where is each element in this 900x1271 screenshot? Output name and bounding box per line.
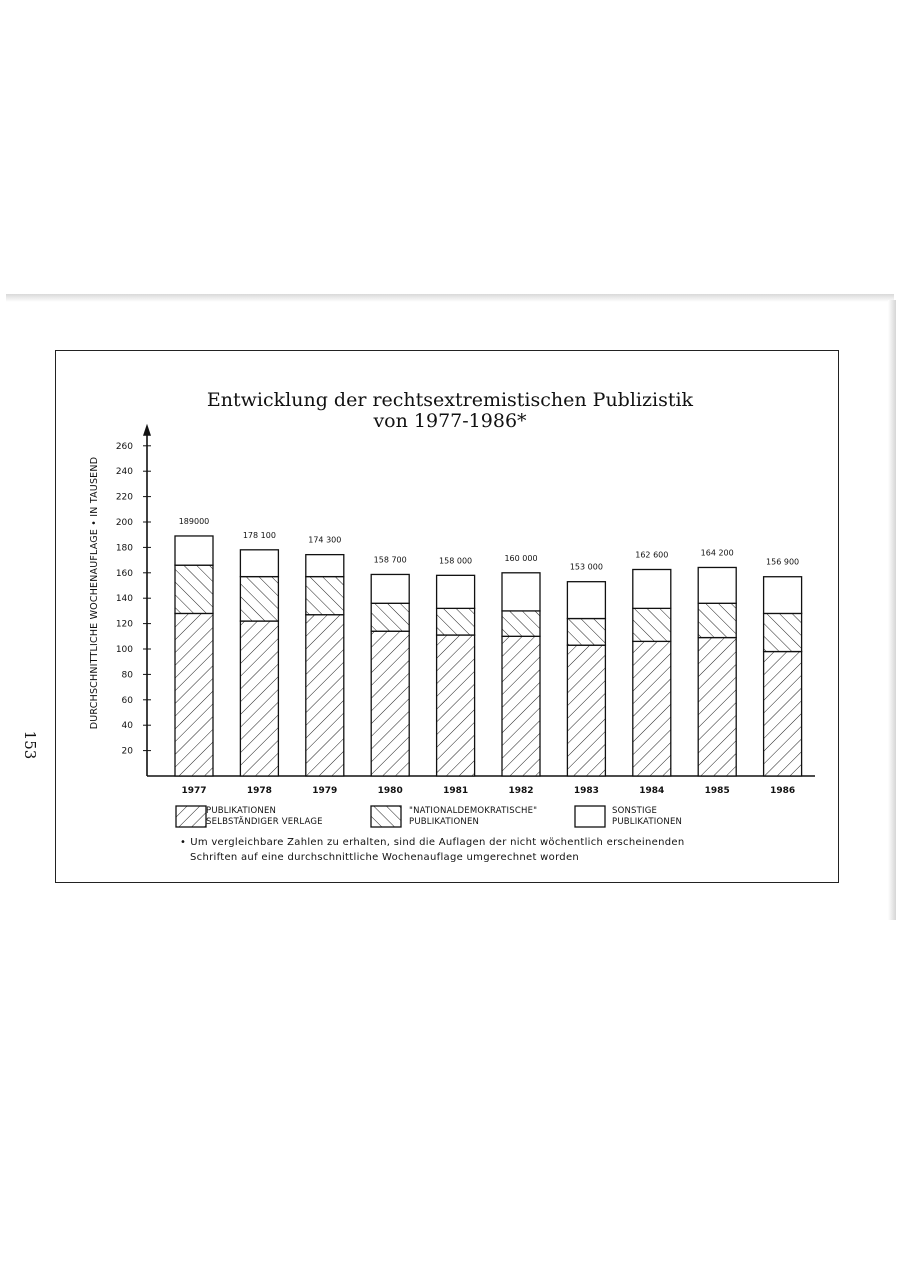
bar-total-label: 189000	[178, 516, 210, 526]
bar-segment-3	[502, 573, 540, 611]
legend-label-line: PUBLIKATIONEN	[409, 817, 480, 827]
x-tick-label: 1977	[181, 786, 207, 796]
legend-label-line: PUBLIKATIONEN	[612, 817, 683, 827]
bar-total-label: 156 900	[766, 557, 800, 567]
bar-segment-1	[502, 636, 540, 776]
bar-segment-3	[371, 574, 409, 603]
bar-segment-2	[240, 577, 278, 621]
bar-segment-1	[306, 615, 344, 776]
bar-segment-1	[371, 631, 409, 776]
bar-total-label: 158 700	[373, 555, 407, 565]
legend-label-line: PUBLIKATIONEN	[206, 806, 277, 816]
legend-swatch-3	[575, 806, 605, 827]
bar-segment-2	[371, 603, 409, 631]
x-tick-label: 1981	[443, 786, 469, 796]
legend-label-line: SELBSTÄNDIGER VERLAGE	[206, 817, 323, 827]
bar-segment-3	[698, 567, 736, 603]
legend-label-sonstige	[612, 806, 682, 828]
y-axis-arrow	[143, 424, 151, 436]
bar-segment-2	[633, 608, 671, 641]
footnote	[180, 835, 780, 865]
bar-segment-2	[175, 565, 213, 613]
bar-segment-1	[175, 613, 213, 776]
y-tick-label: 200	[115, 518, 133, 528]
bar-segment-2	[502, 611, 540, 636]
bar-segment-2	[437, 608, 475, 635]
bar-segment-3	[240, 550, 278, 577]
page-number: 153	[21, 730, 39, 760]
legend-label-selbstaendige	[206, 806, 323, 828]
chart-title-block	[180, 390, 720, 432]
legend-label-nationaldemokratische	[409, 806, 537, 828]
y-tick-label: 80	[121, 670, 133, 681]
y-tick-label: 120	[115, 619, 133, 630]
bar-total-label: 153 000	[569, 562, 603, 572]
bar-total-label: 174 300	[308, 535, 342, 545]
bar-total-label: 162 600	[635, 550, 669, 560]
bar-segment-2	[764, 613, 802, 651]
footnote-line-1: Um vergleichbare Zahlen zu erhalten, sind die Auflagen der nicht wöchentlich erscheinenden	[190, 837, 685, 848]
footnote-line-2: Schriften auf eine durchschnittliche Wochenauflage umgerechnet worden	[190, 852, 580, 863]
y-tick-label: 260	[115, 441, 133, 452]
bar-segment-1	[633, 641, 671, 776]
bar-segment-2	[698, 603, 736, 637]
x-tick-label: 1980	[377, 786, 403, 796]
y-tick-label: 140	[115, 594, 133, 605]
legend-swatch-1	[176, 806, 206, 827]
x-tick-label: 1986	[770, 786, 796, 796]
y-axis-label: DURCHSCHNITTLICHE WOCHENAUFLAGE • IN TAUSEND	[89, 456, 100, 730]
y-tick-label: 160	[115, 568, 133, 579]
x-tick-label: 1982	[508, 786, 534, 796]
bar-total-label: 164 200	[700, 548, 734, 558]
bar-segment-1	[437, 635, 475, 776]
x-tick-label: 1985	[704, 786, 730, 796]
y-tick-label: 60	[121, 695, 133, 706]
x-tick-label: 1979	[312, 786, 338, 796]
bar-segment-3	[633, 569, 671, 608]
bar-segment-1	[567, 645, 605, 776]
bar-segment-1	[764, 652, 802, 776]
bar-segment-3	[764, 577, 802, 614]
bar-total-label: 160 000	[504, 553, 538, 563]
legend-label-line: "NATIONALDEMOKRATISCHE"	[409, 806, 538, 816]
bar-segment-2	[567, 619, 605, 646]
x-tick-label: 1983	[573, 786, 599, 796]
bar-segment-3	[437, 575, 475, 608]
bar-segment-1	[698, 638, 736, 776]
bar-total-label: 178 100	[242, 530, 276, 540]
y-tick-label: 20	[121, 746, 133, 757]
x-tick-label: 1984	[639, 786, 665, 796]
y-tick-label: 180	[115, 543, 133, 554]
y-tick-label: 240	[115, 467, 133, 478]
y-tick-label: 220	[115, 492, 133, 503]
legend-swatch-2	[371, 806, 401, 827]
legend-label-line: SONSTIGE	[612, 806, 658, 816]
bar-segment-3	[306, 555, 344, 577]
bar-segment-3	[175, 536, 213, 565]
x-tick-label: 1978	[246, 786, 272, 796]
bar-segment-2	[306, 577, 344, 615]
y-tick-label: 40	[121, 721, 133, 732]
bar-segment-1	[240, 621, 278, 776]
y-tick-label: 100	[115, 645, 133, 655]
chart-subtitle: von 1977-1986*	[373, 410, 527, 432]
bar-segment-3	[567, 582, 605, 619]
chart-title: Entwicklung der rechtsextremistischen Publizistik	[206, 389, 694, 411]
bullet-dot: •	[180, 837, 187, 848]
bar-total-label: 158 000	[439, 556, 473, 566]
